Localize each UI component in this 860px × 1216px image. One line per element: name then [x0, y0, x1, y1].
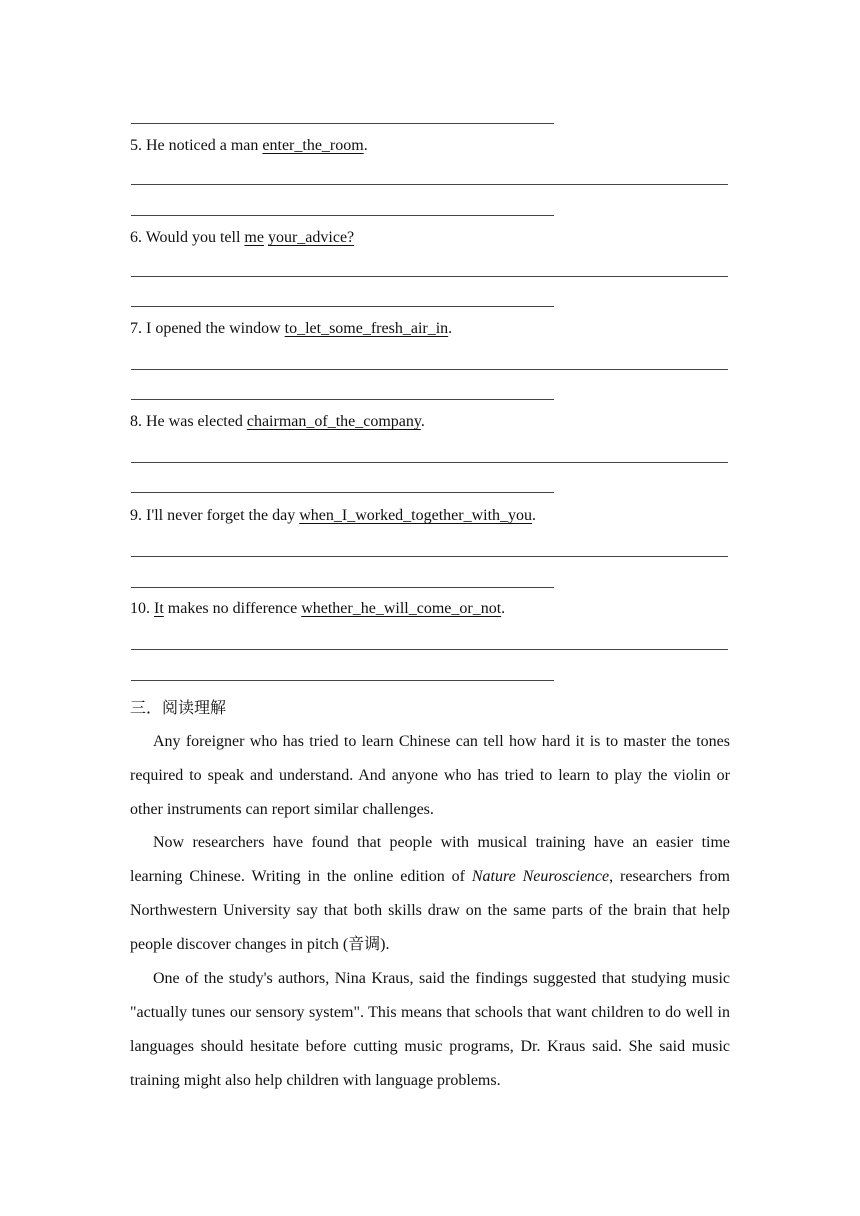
answer-line[interactable] [131, 184, 728, 185]
question-8 [130, 412, 425, 432]
paragraph-text: , researchers from Northwestern University say that both skills draw on the same parts of the brain that help people discover changes in pitch (音调). [130, 868, 730, 953]
answer-line[interactable] [131, 556, 728, 557]
question-end: . [363, 137, 368, 154]
question-5 [130, 136, 368, 156]
passage-paragraph-1: Any foreigner who has tried to learn Chinese can tell how hard it is to master the tones required to speak and understand. And anyone who has tried to learn to play the violin or other instruments can report similar challenges. [130, 733, 730, 818]
answer-line [131, 123, 554, 124]
answer-line[interactable] [131, 306, 554, 307]
section-heading: 三．阅读理解 [130, 698, 227, 717]
passage-paragraph-2 [130, 826, 730, 962]
underlined-answer: your_advice? [267, 229, 355, 246]
question-number: 7. [130, 320, 142, 337]
question-end: . [448, 320, 453, 337]
question-number: 9. [130, 507, 142, 524]
underlined-answer: whether_he_will_come_or_not [301, 600, 502, 617]
answer-line[interactable] [131, 399, 554, 400]
question-number: 5. [130, 137, 142, 154]
answer-line[interactable] [131, 649, 728, 650]
question-text: makes no difference [167, 600, 298, 617]
question-text: He was elected [146, 413, 243, 430]
passage-paragraph-3: One of the study's authors, Nina Kraus, said the findings suggested that studying music "actually tunes our sensory system". This means that schools that want children to do well in languages should hesitate before cutting music programs, Dr. Kraus said. She said music training might also help children with language problems. [130, 970, 730, 1089]
answer-line[interactable] [131, 680, 554, 681]
question-end: . [532, 507, 537, 524]
journal-title: Nature Neuroscience [471, 868, 610, 885]
answer-line[interactable] [131, 587, 554, 588]
question-text: I opened the window [146, 320, 281, 337]
question-6 [130, 228, 354, 248]
underlined-word: It [154, 600, 164, 617]
underlined-answer: to_let_some_fresh_air_in [284, 320, 449, 337]
question-10 [130, 599, 505, 619]
question-number: 6. [130, 229, 142, 246]
answer-line[interactable] [131, 462, 728, 463]
answer-line[interactable] [131, 492, 554, 493]
question-end: . [501, 600, 506, 617]
underlined-answer: when_I_worked_together_with_you [299, 507, 533, 524]
question-end: . [420, 413, 425, 430]
underlined-answer: enter_the_room [262, 137, 364, 154]
question-text: He noticed a man [146, 137, 259, 154]
paragraph-text: Now researchers have found that people with musical training have an easier time learning Chinese. Writing in the online edition of [130, 834, 730, 885]
question-number: 8. [130, 413, 142, 430]
underlined-word: me [244, 229, 264, 246]
question-9 [130, 506, 536, 526]
question-text: I'll never forget the day [146, 507, 296, 524]
answer-line[interactable] [131, 215, 554, 216]
answer-line[interactable] [131, 369, 728, 370]
underlined-answer: chairman_of_the_company [246, 413, 421, 430]
answer-line[interactable] [131, 276, 728, 277]
question-7 [130, 319, 452, 339]
question-text: Would you tell [145, 229, 241, 246]
question-number: 10. [130, 600, 150, 617]
